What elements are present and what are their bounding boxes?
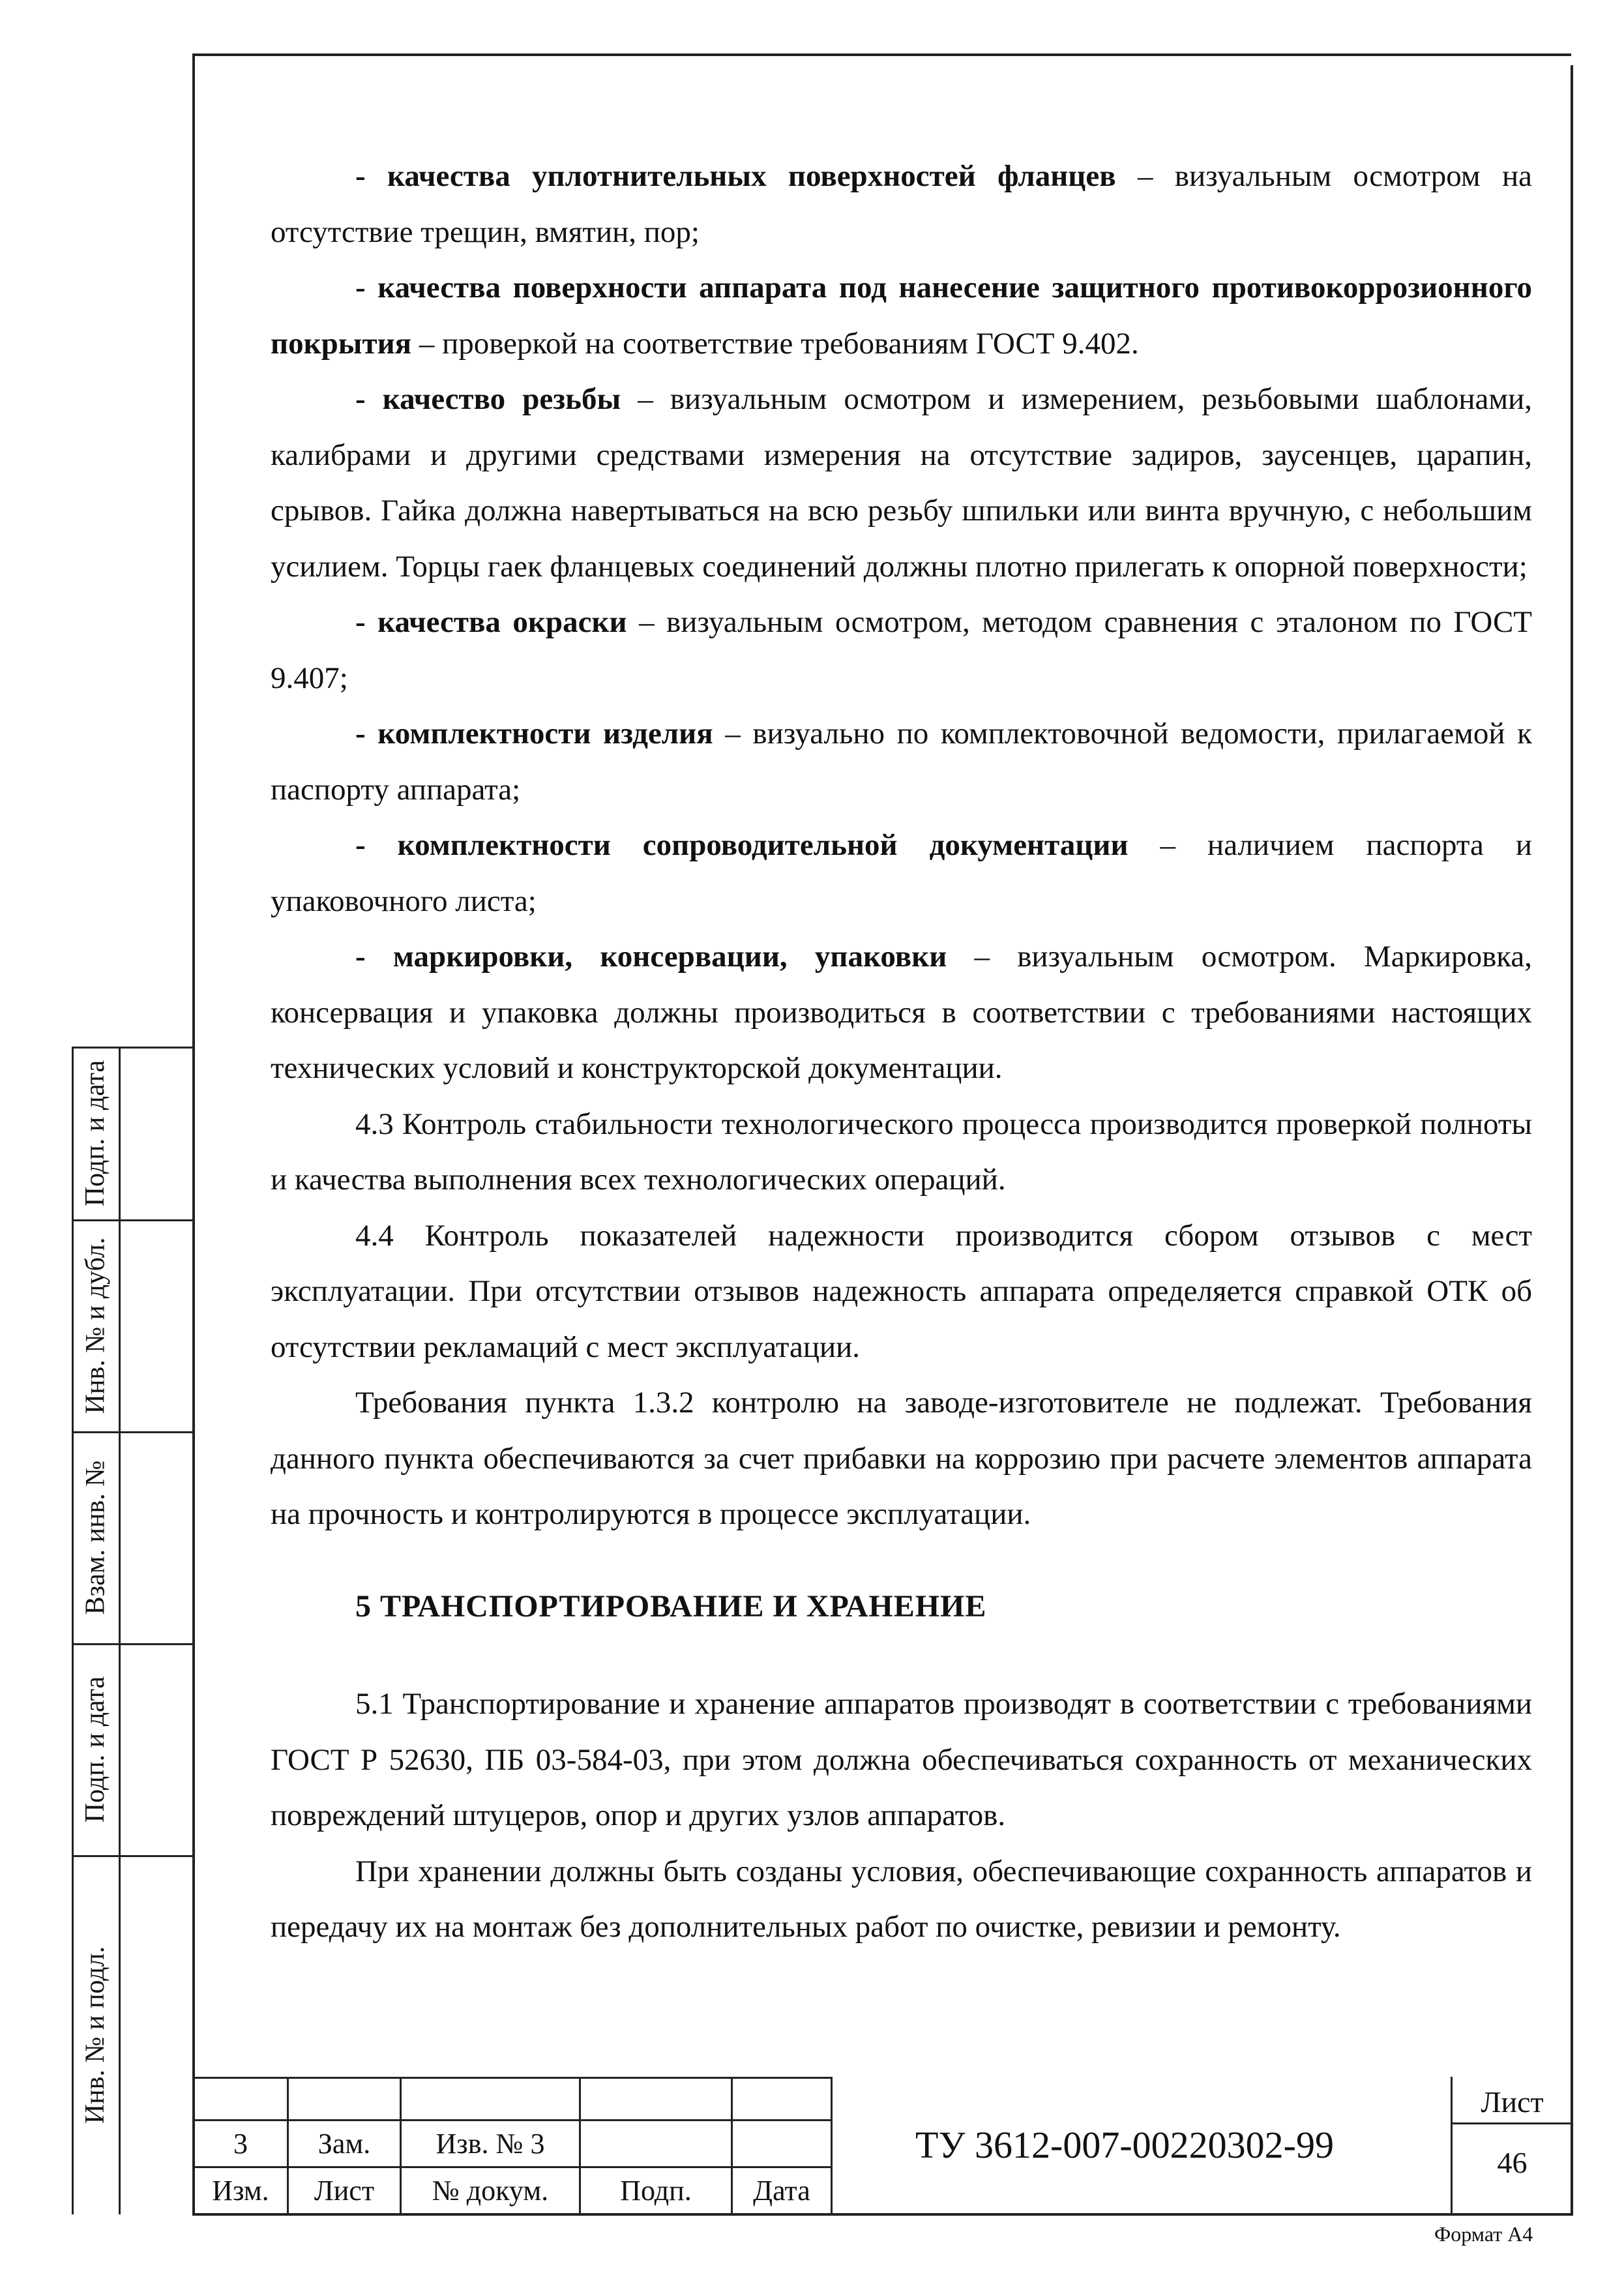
side-cell-signature-date-1	[72, 1047, 119, 1219]
paragraph	[271, 260, 1532, 372]
paragraph: Требования пункта 1.3.2 контролю на заводе-изготовителе не подлежат. Требования данного пункта обеспечиваются за счет прибавки на коррозию при расчете элементов аппарата на прочность и контролируются в процессе эксплуатации.	[271, 1386, 1532, 1531]
paragraph-text: – визуальным осмотром и измерением, резьбовыми шаблонами, калибрами и другими средствами измерения на отсутствие задиров, заусенцев, царапин, срывов. Гайка должна навертываться на всю резьбу шпильки или винта вручную, с небольшим усилием. Торцы гаек фланцевых соединений должны плотно прилегать к опорной поверхности;	[271, 382, 1532, 584]
paragraph-text: – визуальным осмотром. Маркировка, консервация и упаковка должны производиться в соответствии с требованиями настоящих технических условий и конструкторской документации.	[271, 940, 1532, 1085]
paragraph-text: – наличием паспорта и упаковочного листа;	[271, 828, 1532, 918]
side-label: Подп. и дата	[80, 1676, 111, 1823]
bold-term: - комплектности изделия	[355, 717, 713, 751]
bold-term: - маркировки, консервации, упаковки	[355, 940, 947, 974]
sheet-divider	[1453, 2122, 1572, 2124]
bold-term: - комплектности сопроводительной документации	[355, 828, 1129, 862]
format-label: Формат А4	[1434, 2222, 1533, 2246]
paragraph	[271, 929, 1532, 1097]
side-label: Инв. № и дубл.	[80, 1237, 111, 1414]
side-cell-inv-original	[72, 1855, 119, 2214]
side-cell-replacement-inv	[72, 1431, 119, 1643]
revision-table	[192, 2077, 833, 2215]
paragraph	[271, 149, 1532, 260]
paragraph	[271, 595, 1532, 706]
frame-top-border	[192, 53, 1571, 56]
bold-term: - качества поверхности аппарата под нанесение защитного противокоррозионного покрытия	[271, 271, 1532, 361]
side-vline	[119, 1047, 121, 2214]
side-label: Взам. инв. №	[80, 1460, 110, 1615]
side-cell-signature-date-2	[72, 1643, 119, 1855]
revision-cell	[580, 2121, 732, 2167]
document-body	[271, 149, 1532, 1956]
header-cell: Дата	[732, 2167, 832, 2214]
revision-cell	[580, 2078, 732, 2121]
side-cell-inv-dup	[72, 1219, 119, 1431]
paragraph-text: – визуальным осмотром на отсутствие трещин, вмятин, пор;	[271, 159, 1532, 249]
paragraph	[271, 818, 1532, 929]
revision-cell	[401, 2078, 580, 2121]
paragraph-text: – проверкой на соответствие требованиям ГОСТ 9.402.	[411, 326, 1139, 361]
document-code: ТУ 3612-007-00220302-99	[915, 2124, 1334, 2166]
paragraph-text: – визуально по комплектовочной ведомости, прилагаемой к паспорту аппарата;	[271, 717, 1532, 807]
side-label: Инв. № и подл.	[80, 1946, 111, 2124]
revision-cell: Изв. № 3	[401, 2121, 580, 2167]
sheet-box	[1451, 2077, 1572, 2213]
bold-term: - качество резьбы	[355, 382, 621, 416]
revision-cell: 3	[194, 2121, 288, 2167]
paragraph: 4.3 Контроль стабильности технологического процесса производится проверкой полноты и качества выполнения всех технологических операций.	[271, 1107, 1532, 1197]
sheet-label: Лист	[1481, 2085, 1544, 2119]
paragraph	[271, 706, 1532, 818]
frame-right-border	[1571, 65, 1573, 2213]
revision-cell	[732, 2121, 832, 2167]
paragraph: 4.4 Контроль показателей надежности производится сбором отзывов с мест эксплуатации. При отсутствии отзывов надежность аппарата определяется справкой ОТК об отсутствии рекламаций с мест эксплуатации.	[271, 1218, 1532, 1364]
bold-term: - качества уплотнительных поверхностей фланцев	[355, 159, 1116, 193]
paragraph: 5.1 Транспортирование и хранение аппаратов производят в соответствии с требованиями ГОСТ Р 52630, ПБ 03-584-03, при этом должна обеспечиваться сохранность от механических повреждений штуцеров, опор и других узлов аппаратов.	[271, 1687, 1532, 1832]
revision-cell	[288, 2078, 401, 2121]
header-cell: Изм.	[194, 2167, 288, 2214]
frame-left-border	[192, 53, 195, 2213]
paragraph	[271, 372, 1532, 595]
revision-cell: Зам.	[288, 2121, 401, 2167]
revision-cell	[194, 2078, 288, 2121]
header-cell: № докум.	[401, 2167, 580, 2214]
title-block	[192, 2077, 1573, 2213]
bold-term: - качества окраски	[355, 605, 627, 639]
section-heading: 5 ТРАНСПОРТИРОВАНИЕ И ХРАНЕНИЕ	[355, 1588, 987, 1624]
header-cell: Лист	[288, 2167, 401, 2214]
paragraph: При хранении должны быть созданы условия, обеспечивающие сохранность аппаратов и передачу их на монтаж без дополнительных работ по очистке, ревизии и ремонту.	[271, 1854, 1532, 1944]
revision-cell	[732, 2078, 832, 2121]
header-cell: Подп.	[580, 2167, 732, 2214]
sheet-number: 46	[1497, 2146, 1528, 2179]
side-label: Подп. и дата	[80, 1060, 111, 1206]
side-stamp-column	[72, 1047, 192, 2214]
paragraph-text: – визуальным осмотром, методом сравнения с эталоном по ГОСТ 9.407;	[271, 605, 1532, 695]
